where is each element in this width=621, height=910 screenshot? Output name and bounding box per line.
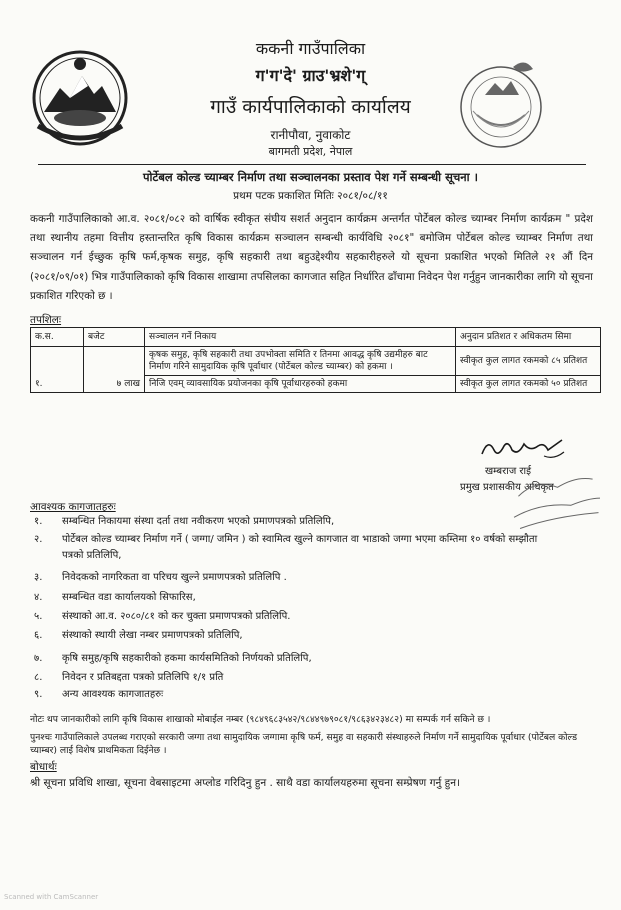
table-header-row [31, 328, 601, 347]
item-text: अन्य आवश्यक कागजातहरुः [62, 689, 164, 700]
item-number: ७. [34, 653, 43, 664]
list-item [34, 590, 196, 606]
list-item [34, 532, 594, 548]
header-grant: अनुदान प्रतिशत र अधिकतम सिमा [456, 328, 601, 347]
header-agency: सञ्चालन गर्ने निकाय [145, 328, 456, 347]
cc-text: श्री सूचना प्रविधि शाखा, सूचना वेबसाइटमा अप्लोड गरिदिनु हुन . साथै वडा कार्यालयहरुमा सूचना सम्प्रेषण गर्नु हुन। [30, 777, 461, 789]
notice-body: ककनी गाउँपालिकाको आ.व. २०८१/०८२ को वार्षिक स्वीकृत संघीय सशर्त अनुदान कार्यक्रम अन्तर्गत पोर्टेबल कोल्ड च्याम्बर निर्माण कार्यक्रम " प्रदेश तथा स्थानीय तहमा वित्तीय हस्तान्तरित कृषि विकास कार्यक्रम सञ्चालन सम्बन्धी कार्यविधि २०८१" बमोजिम पोर्टेबल कोल्ड च्याम्बर निर्माण तथा सञ्चालन गर्न ईच्छुक कृषि फर्म,कृषक समुह, कृषि सहकारी तथा बहुउद्देश्यीय सहकारीहरुले यो सूचना प्रकाशित भएको मितिले २१ औं दिन (२०८१/०९/०१) भित्र गाउँपालिकाको कृषि विकास शाखामा तपसिलका कागजात सहित निर्धारित ढाँचामा निवेदन पेश गर्नुहुन जानकारीका लागि यो सूचना प्रकाशित गरिएको छ । [30, 213, 593, 302]
item-number: ५. [34, 611, 43, 622]
item-text: निवेदकको नागरिकता वा परिचय खुल्ने प्रमाणपत्रको प्रतिलिपि . [62, 572, 287, 583]
list-item [34, 651, 312, 667]
list-item [34, 570, 287, 586]
cc-title: बोधार्थः [30, 761, 57, 773]
row-grant: स्वीकृत कुल लागत रकमको ८५ प्रतिशत [456, 347, 601, 376]
item-text: कृषि समुह/कृषि सहकारीको हकमा कार्यसमितिको निर्णयको प्रतिलिपि, [62, 653, 312, 664]
list-item [34, 687, 163, 703]
item-number: ४. [34, 592, 43, 603]
row-grant: स्वीकृत कुल लागत रकमको ५० प्रतिशत [456, 376, 601, 393]
requirements-title: आवश्यक कागजातहरुः [30, 501, 116, 513]
item-number: २. [34, 534, 43, 545]
contact-note: नोटः थप जानकारीको लागि कृषि विकास शाखाको मोबाईल नम्बर (९८४९६८३५४२/९८४४९७९०८१/९८६३४२३४८२) मा सम्पर्क गर्न सकिने छ । [30, 714, 491, 725]
office-province: बागमती प्रदेश, नेपाल [268, 145, 353, 158]
priority-note: पुनश्चः गाउँपालिकाले उपलब्ध गराएको सरकारी जग्गा तथा सामुदायिक जग्गामा कृषि फर्म, समुह वा सहकारी संस्थाहरुले निर्माण गर्ने सामुदायिक पूर्वाधार (पोर्टेबल कोल्ड च्याम्बर) लाई विशेष प्राथमिकता दिईनेछ । [30, 732, 578, 756]
list-item [34, 670, 223, 686]
list-item [34, 609, 290, 625]
item-text: निवेदन र प्रतिबद्दता पत्रको प्रतिलिपि १/१ प्रति [62, 672, 224, 683]
item-number: ३. [34, 572, 43, 583]
header-divider [38, 164, 586, 165]
signature-icon [478, 432, 568, 462]
notice-subject: पोर्टेबल कोल्ड च्याम्बर निर्माण तथा सञ्चालनका प्रस्ताव पेश गर्ने सम्बन्धी सूचना । [143, 170, 478, 184]
details-table [30, 327, 601, 393]
item-text: संस्थाको आ.व. २०८०/८१ को कर चुक्ता प्रमाणपत्रको प्रतिलिपि. [62, 611, 291, 622]
item-number: ६. [34, 630, 43, 641]
officer-stamp-icon [500, 470, 610, 534]
publish-date: प्रथम पटक प्रकाशित मितिः २०८१/०८/११ [233, 190, 388, 202]
header-serial: क.स. [31, 328, 84, 347]
row-serial: १. [31, 347, 84, 393]
office-address: रानीपौवा, नुवाकोट [270, 128, 351, 142]
office-name: गाउँ कार्यपालिकाको कार्यालय [210, 96, 411, 118]
signatory-title: प्रमुख प्रशासकीय अधिकृत [460, 482, 554, 493]
municipality-name-tamang: ग'ग'दे' ग्राउ'भ्रशे'ग् [255, 66, 366, 85]
item-number: ९. [34, 689, 43, 700]
table-label: तपशिलः [30, 314, 62, 326]
item-text: संस्थाको स्थायी लेखा नम्बर प्रमाणपत्रको प्रतिलिपि, [62, 630, 243, 641]
item-text: सम्बन्धित वडा कार्यालयको सिफारिस, [62, 592, 196, 603]
row-agency: कृषक समुह, कृषि सहकारी तथा उपभोक्ता समिति र तिनमा आवद्ध कृषि उद्यमीहरु बाट निर्माण गरिने सामुदायिक कृषि पूर्वाधार (पोर्टेबल कोल्ड च्याम्बर) को हकमा । [145, 347, 456, 376]
row-budget: ७ लाख [84, 347, 145, 393]
list-item-continued: पत्रको प्रतिलिपि, [62, 550, 122, 561]
signatory-name: खम्बराज राई [485, 466, 532, 477]
item-text: पोर्टेबल कोल्ड च्याम्बर निर्माण गर्ने ( जग्गा/ जमिन ) को स्वामित्व खुल्ने कागजात वा भाडाको जग्गा भएमा कम्तिमा १० वर्षको सम्झौता [62, 534, 538, 545]
municipality-name: ककनी गाउँपालिका [255, 39, 366, 58]
header-budget: बजेट [84, 328, 145, 347]
item-number: १. [34, 516, 43, 527]
list-item [34, 514, 334, 530]
table-row [31, 347, 601, 376]
list-item [34, 628, 243, 644]
item-number: ८. [34, 672, 43, 683]
item-text: सम्बन्धित निकायमा संस्था दर्ता तथा नवीकरण भएको प्रमाणपत्रको प्रतिलिपि, [62, 516, 335, 527]
row-agency: निजि एवम् व्यावसायिक प्रयोजनका कृषि पूर्वाधारहरुको हकमा [145, 376, 456, 393]
scanner-watermark: Scanned with CamScanner [4, 893, 99, 901]
